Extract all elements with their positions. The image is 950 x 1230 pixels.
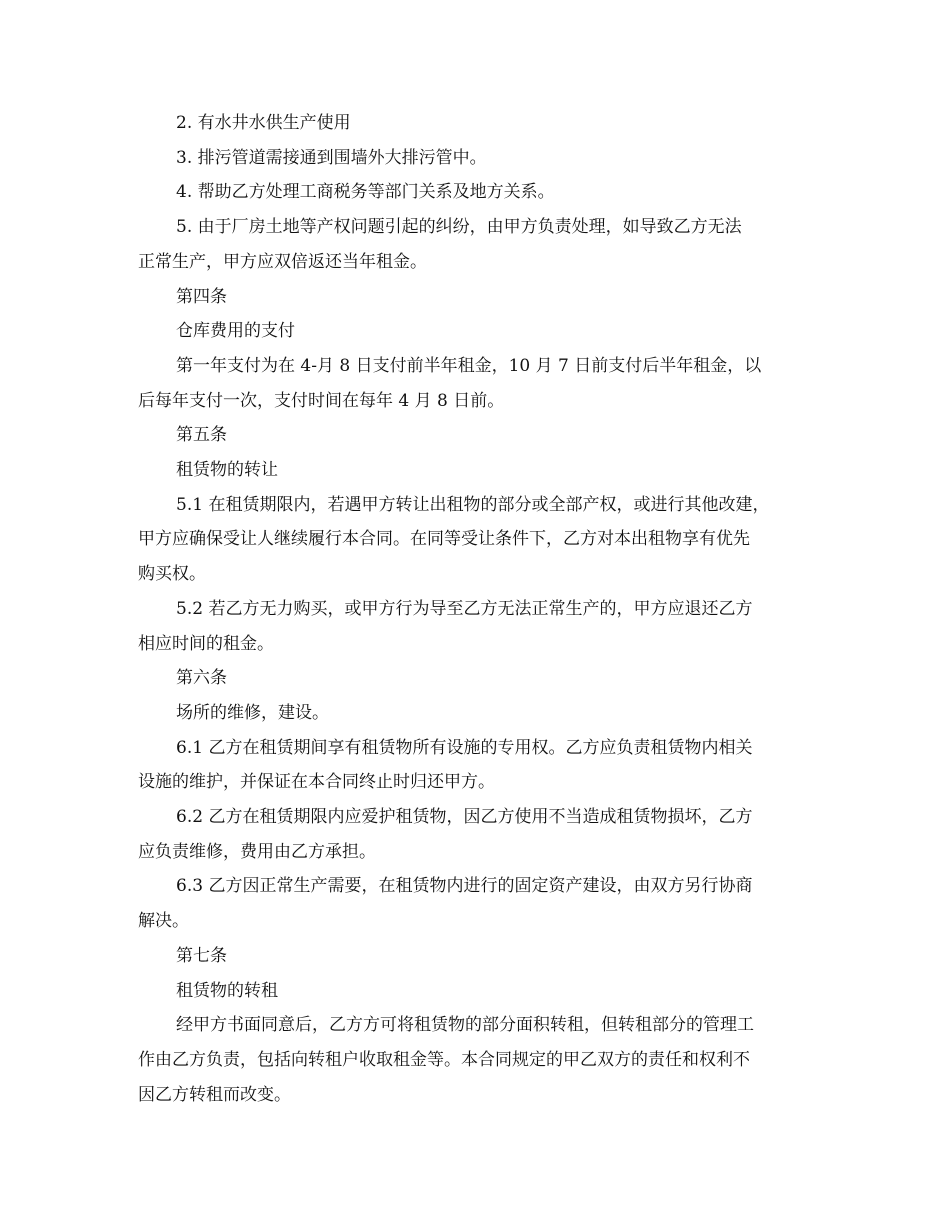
- text-line: 第六条: [176, 668, 227, 689]
- text-line: 应负责维修，费用由乙方承担。: [138, 841, 376, 862]
- text-line: 租赁物的转租: [176, 980, 278, 1001]
- text-line: 3. 排污管道需接通到围墙外大排污管中。: [176, 147, 487, 168]
- text-line: 租赁物的转让: [176, 460, 278, 480]
- text-line: 5. 由于厂房土地等产权问题引起的纠纷，由甲方负责处理，如导致乙方无法: [176, 217, 742, 238]
- text-line: 作由乙方负责，包括向转租户收取租金等。本合同规定的甲乙双方的责任和权利不: [138, 1049, 750, 1070]
- text-line: 第七条: [176, 945, 227, 966]
- text-line: 购买权。: [138, 564, 206, 585]
- text-line: 场所的维修，建设。: [176, 702, 329, 723]
- text-line: 甲方应确保受让人继续履行本合同。在同等受让条件下，乙方对本出租物享有优先: [138, 529, 750, 550]
- text-line: 解决。: [138, 911, 189, 932]
- text-line: 后每年支付一次，支付时间在每年 4 月 8 日前。: [138, 390, 505, 411]
- text-line: 第四条: [176, 286, 227, 307]
- text-line: 2. 有水井水供生产使用: [176, 113, 351, 133]
- text-line: 因乙方转租而改变。: [138, 1084, 291, 1105]
- text-line: 正常生产，甲方应双倍返还当年租金。: [138, 251, 427, 272]
- text-line: 第一年支付为在 4-月 8 日支付前半年租金，10 月 7 日前支付后半年租金，以: [176, 355, 762, 376]
- text-line: 经甲方书面同意后，乙方方可将租赁物的部分面积转租，但转租部分的管理工: [176, 1015, 754, 1036]
- text-line: 设施的维护，并保证在本合同终止时归还甲方。: [138, 772, 495, 793]
- text-line: 5.1 在租赁期限内，若遇甲方转让出租物的部分或全部产权，或进行其他改建，: [176, 494, 770, 515]
- text-line: 第五条: [176, 425, 227, 446]
- text-line: 6.3 乙方因正常生产需要，在租赁物内进行的固定资产建设，由双方另行协商: [176, 876, 753, 897]
- text-line: 5.2 若乙方无力购买，或甲方行为导至乙方无法正常生产的，甲方应退还乙方: [176, 598, 753, 619]
- text-line: 相应时间的租金。: [138, 633, 274, 654]
- text-line: 仓库费用的支付: [176, 321, 295, 342]
- text-line: 4. 帮助乙方处理工商税务等部门关系及地方关系。: [176, 182, 555, 203]
- text-line: 6.2 乙方在租赁期限内应爱护租赁物，因乙方使用不当造成租赁物损坏，乙方: [176, 807, 753, 827]
- text-line: 6.1 乙方在租赁期间享有租赁物所有设施的专用权。乙方应负责租赁物内相关: [176, 737, 753, 758]
